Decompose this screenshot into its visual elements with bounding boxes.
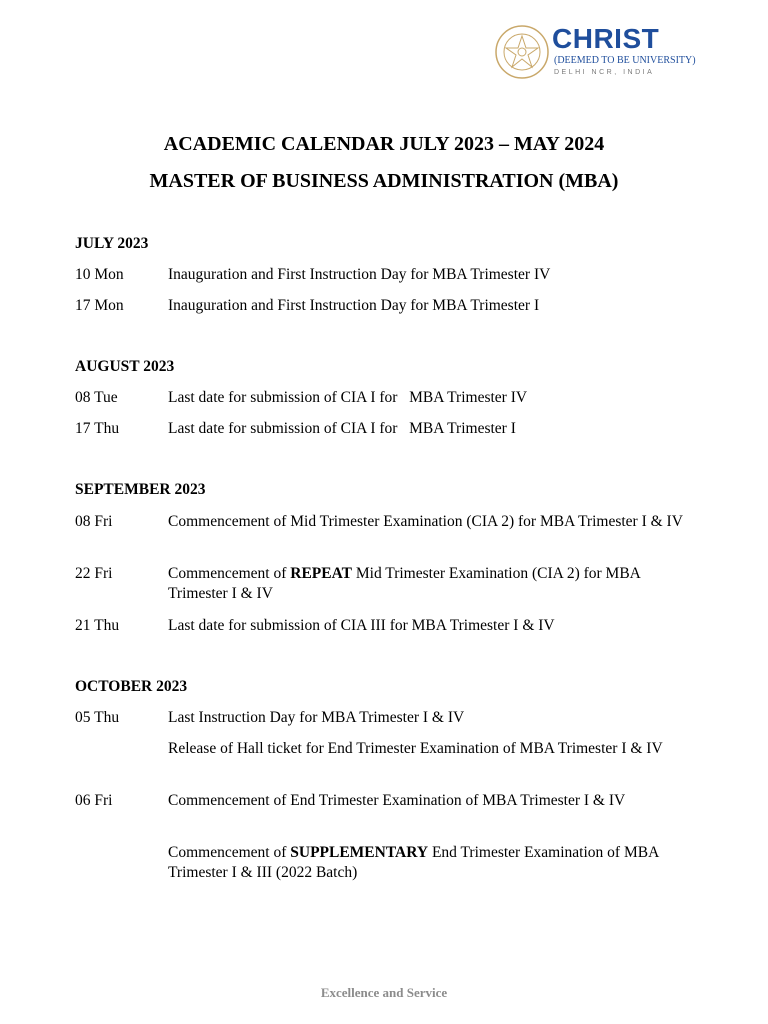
brand-location: DELHI NCR, INDIA [554, 69, 655, 76]
entry-description: Inauguration and First Instruction Day for MBA Trimester IV [168, 266, 551, 283]
university-logo [494, 23, 696, 80]
entry-text-lead: Commencement of [168, 844, 291, 861]
month-heading-october: OCTOBER 2023 [75, 678, 188, 695]
entry-description: Last date for submission of CIA I for MBA Trimester IV [168, 389, 528, 406]
entry-description [168, 843, 695, 883]
entry-description: Last Instruction Day for MBA Trimester I & IV [168, 709, 465, 726]
brand-name: CHRIST [552, 23, 660, 54]
entry-date: 10 Mon [75, 266, 124, 283]
entry-date: 22 Fri [75, 565, 113, 582]
entry-text-rest: Mid Trimester Examination (CIA 2) for MBA Trimester I & IV [168, 565, 641, 602]
brand-tagline: (DEEMED TO BE UNIVERSITY) [554, 55, 696, 66]
calendar-entry [75, 739, 695, 779]
calendar-title: ACADEMIC CALENDAR JULY 2023 – MAY 2024 [163, 133, 605, 155]
month-heading-july: JULY 2023 [75, 235, 149, 252]
university-seal-icon [494, 24, 550, 80]
calendar-entry [75, 564, 695, 604]
entry-description: Last date for submission of CIA III for MBA Trimester I & IV [168, 617, 555, 634]
calendar-entry [75, 616, 695, 656]
program-title: MASTER OF BUSINESS ADMINISTRATION (MBA) [149, 170, 619, 192]
calendar-entry [75, 419, 695, 459]
entry-text-lead: Commencement of [168, 565, 291, 582]
calendar-entry [75, 843, 695, 883]
calendar-entry [75, 791, 695, 831]
university-wordmark [552, 23, 696, 80]
month-heading-september: SEPTEMBER 2023 [75, 481, 206, 498]
entry-description: Inauguration and First Instruction Day for MBA Trimester I [168, 297, 540, 314]
entry-description [168, 564, 695, 604]
entry-date: 05 Thu [75, 709, 120, 726]
entry-date: 17 Mon [75, 297, 124, 314]
entry-date: 17 Thu [75, 420, 120, 437]
supplementary-emphasis: SUPPLEMENTARY [290, 844, 429, 861]
calendar-entry [75, 512, 695, 552]
repeat-emphasis: REPEAT [290, 565, 352, 582]
entry-date: 08 Fri [75, 513, 113, 530]
entry-text-rest: End Trimester Examination of MBA Trimester I & III (2022 Batch) [168, 844, 659, 881]
month-heading-august: AUGUST 2023 [75, 358, 175, 375]
entry-date: 08 Tue [75, 389, 118, 406]
entry-description: Release of Hall ticket for End Trimester Examination of MBA Trimester I & IV [168, 740, 663, 757]
footer-motto: Excellence and Service [320, 985, 448, 1000]
entry-date: 06 Fri [75, 792, 113, 809]
calendar-entry [75, 296, 695, 336]
entry-description: Last date for submission of CIA I for MBA Trimester I [168, 420, 516, 437]
entry-description: Commencement of End Trimester Examination of MBA Trimester I & IV [168, 792, 626, 809]
entry-date: 21 Thu [75, 617, 120, 634]
entry-description: Commencement of Mid Trimester Examination (CIA 2) for MBA Trimester I & IV [168, 513, 683, 530]
